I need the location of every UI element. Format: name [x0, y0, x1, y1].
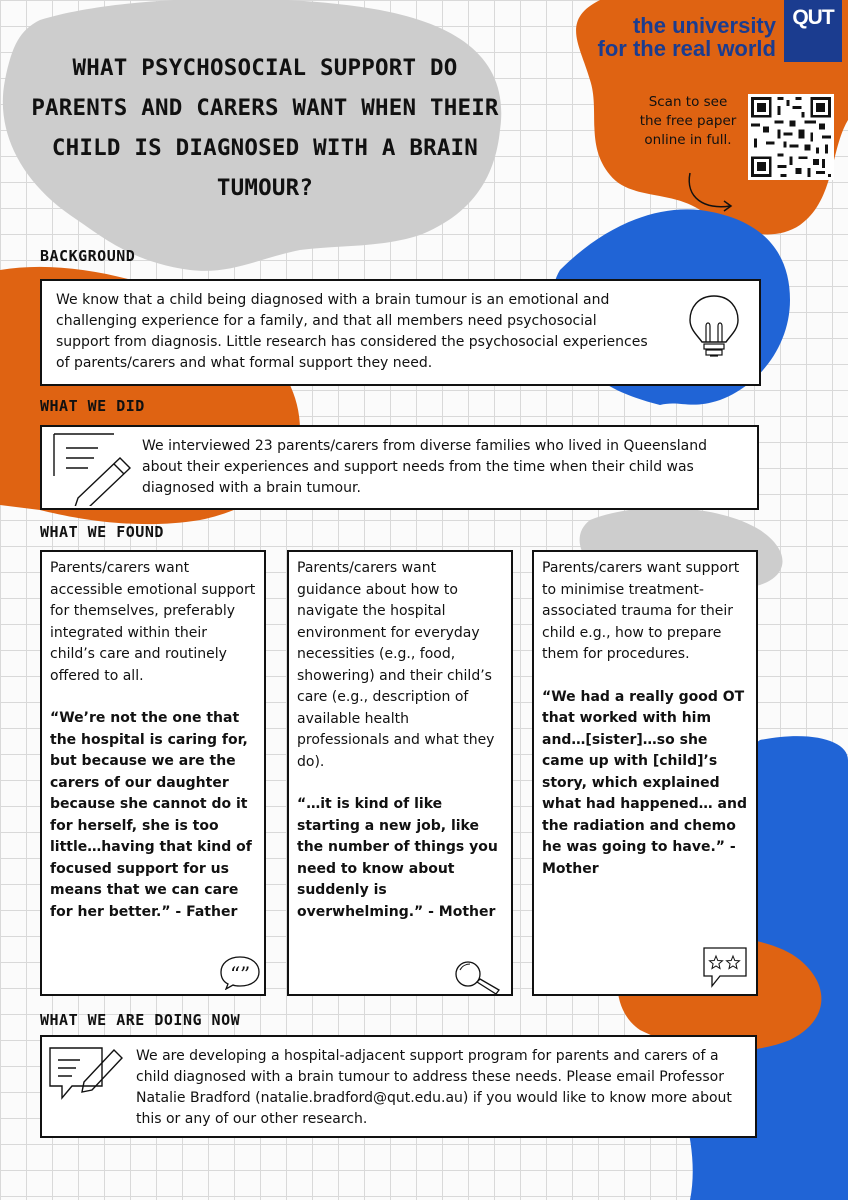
- doing-now-text: We are developing a hospital-adjacent support program for parents and carers of a child diagnosed with a brain tumour to address these needs. Please email Professor Natalie Bradford (natalie.bradford@qut.edu.au) if you would like to know more about this or any of our other research.: [136, 1048, 732, 1127]
- page-title: WHAT PSYCHOSOCIAL SUPPORT DO PARENTS AND CARERS WANT WHEN THEIR CHILD IS DIAGNOSED WITH A BRAIN TUMOUR?: [31, 55, 499, 201]
- svg-text:“: “: [230, 962, 241, 986]
- tagline-line-2: for the real world: [597, 36, 776, 61]
- finding-card-2: [287, 550, 513, 996]
- what-we-did-box: [40, 425, 759, 510]
- doing-now-heading: WHAT WE ARE DOING NOW: [40, 1011, 241, 1029]
- document-pencil-icon: [48, 428, 134, 506]
- chat-pen-icon: [46, 1042, 126, 1108]
- background-heading: BACKGROUND: [40, 247, 136, 265]
- lightbulb-icon: [684, 292, 744, 362]
- doing-now-box: [40, 1035, 757, 1138]
- finding-card-3: [532, 550, 758, 996]
- finding-1-text: Parents/carers want accessible emotional support for themselves, preferably integrated within their child’s care and routinely offered to all.: [50, 560, 256, 684]
- star-chat-icon: [700, 942, 750, 992]
- svg-text:”: ”: [240, 962, 251, 986]
- background-text: We know that a child being diagnosed with a brain tumour is an emotional and challenging experience for a family, and that all members need psychosocial support from diagnosis. Little research has considered the psychosocial experiences of parents/carers and what formal support they need.: [56, 292, 648, 371]
- what-we-found-heading: WHAT WE FOUND: [40, 523, 164, 541]
- finding-3-text: Parents/carers want support to minimise treatment-associated trauma for their child e.g., how to prepare them for procedures.: [542, 560, 740, 662]
- what-we-did-text: We interviewed 23 parents/carers from diverse families who lived in Queensland about their experiences and support needs from the time when their child was diagnosed with a brain tumour.: [142, 438, 707, 496]
- what-we-did-heading: WHAT WE DID: [40, 397, 145, 415]
- finding-card-1: [40, 550, 266, 996]
- finding-2-text: Parents/carers want guidance about how to navigate the hospital environment for everyday necessities (e.g., food, showering) and their child’s care (e.g., description of available health professionals and what they do).: [297, 560, 495, 770]
- background-box: [40, 279, 761, 386]
- arrow-icon: [680, 168, 740, 218]
- finding-2-quote: “…it is kind of like starting a new job, like the number of things you need to know about suddenly is overwhelming.” - Mother: [297, 796, 498, 920]
- finding-1-quote: “We’re not the one that the hospital is caring for, but because we are the carers of our daughter because she cannot do it for herself, she is too little…having that kind of focused support for us means that we can care for her better.” - Father: [50, 710, 252, 920]
- qut-logo: QUT: [784, 0, 842, 62]
- finding-3-quote: “We had a really good OT that worked with him and…[sister]…so she came up with [child]’s story, which explained what had happened… and the radiation and chemo he was going to have.” - Mother: [542, 688, 747, 877]
- scan-instruction: Scan to see the free paper online in full.: [639, 94, 737, 148]
- qr-code-icon[interactable]: [748, 94, 834, 180]
- university-tagline: [598, 14, 776, 60]
- tagline-line-1: the university: [632, 13, 776, 38]
- speech-bubble-icon: [218, 954, 262, 990]
- magnifier-icon: [450, 958, 510, 998]
